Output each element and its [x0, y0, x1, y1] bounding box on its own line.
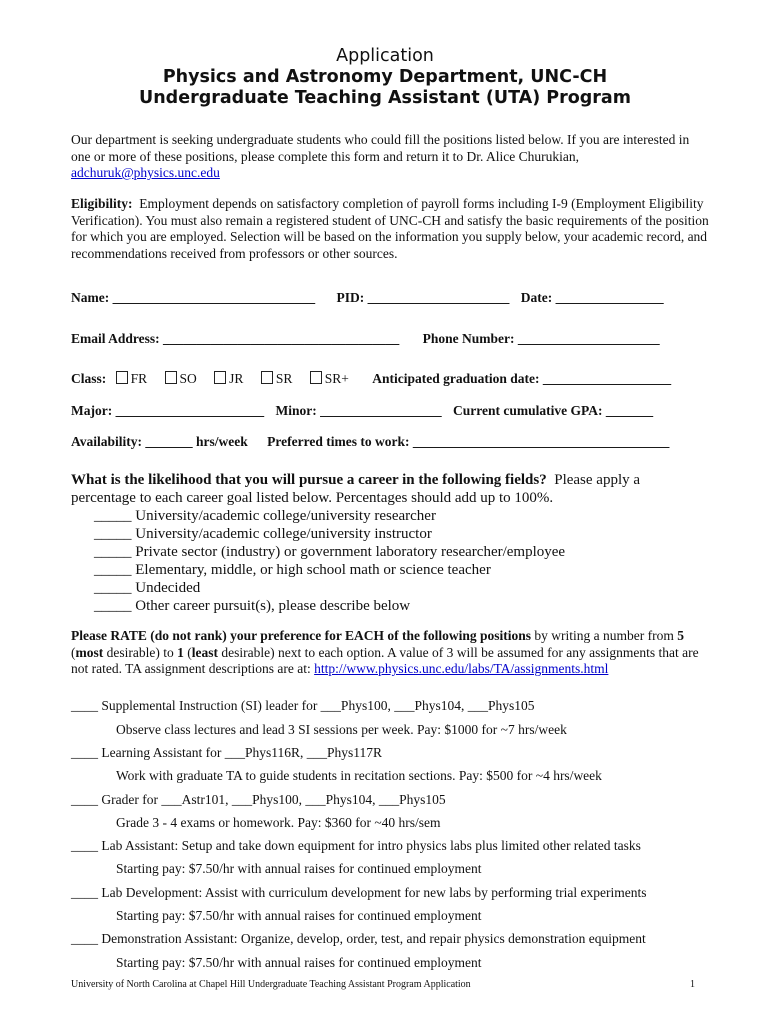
checkbox-icon[interactable] [310, 371, 322, 384]
position-demonstration-assistant-desc: Starting pay: $7.50/hr with annual raises for continued employment [116, 955, 482, 970]
career-item[interactable]: _____ Elementary, middle, or high school math or science teacher [94, 562, 491, 578]
gpa-field[interactable]: Current cumulative GPA: _______ [452, 403, 654, 418]
rate-text: by writing a number from [531, 628, 678, 643]
class-option-sr[interactable]: SR [261, 371, 293, 387]
email-field[interactable]: Email Address: ___________________________________ [71, 331, 400, 346]
class-option-so[interactable]: SO [165, 371, 197, 387]
position-si-leader-desc: Observe class lectures and lead 3 SI sessions per week. Pay: $1000 for ~7 hrs/week [116, 722, 567, 737]
position-lab-assistant[interactable]: ____ Lab Assistant: Setup and take down equipment for intro physics labs plus limited other related tasks [71, 838, 641, 853]
page-footer [71, 979, 695, 990]
checkbox-icon[interactable] [165, 371, 177, 384]
checkbox-icon[interactable] [116, 371, 128, 384]
career-question [71, 471, 691, 507]
minor-field[interactable]: Minor: __________________ [275, 403, 442, 418]
class-option-jr[interactable]: JR [214, 371, 243, 387]
career-item[interactable]: _____ Undecided [94, 580, 201, 596]
position-lab-development-desc: Starting pay: $7.50/hr with annual raises for continued employment [116, 908, 482, 923]
rate-text: ( [183, 644, 192, 660]
page-title [0, 46, 770, 109]
position-lab-development[interactable]: ____ Lab Development: Assist with curriculum development for new labs by performing trial experiments [71, 885, 647, 900]
intro-paragraph [71, 132, 711, 182]
availability-field[interactable]: Availability: _______ hrs/week [71, 434, 248, 449]
class-label: Class: [71, 371, 107, 386]
major-row [71, 403, 653, 419]
rate-text: desirable) next to each option. A value of 3 will be assumed for any assignments that are not rated. TA assignment descriptions are at: [71, 644, 699, 676]
career-question-text: Please apply a percentage to each career goal listed below. Percentages should add up to 100%. [71, 472, 641, 506]
graduation-date-field[interactable]: Anticipated graduation date: ___________________ [372, 371, 672, 386]
class-option-fr[interactable]: FR [116, 371, 148, 387]
position-si-leader[interactable]: ____ Supplemental Instruction (SI) leader for ___Phys100, ___Phys104, ___Phys105 [71, 698, 535, 713]
position-lab-assistant-desc: Starting pay: $7.50/hr with annual raises for continued employment [116, 861, 482, 876]
assignments-link[interactable]: http://www.physics.unc.edu/labs/TA/assignments.html [314, 661, 609, 676]
position-learning-assistant-desc: Work with graduate TA to guide students in recitation sections. Pay: $500 for ~4 hrs/week [116, 768, 602, 783]
intro-text: Our department is seeking undergraduate students who could fill the positions listed below. If you are interested in one or more of these positions, please complete this form and return it to Dr. Alice Churukian, [71, 132, 690, 164]
rate-text: desirable) to [103, 644, 178, 660]
footer-text: University of North Carolina at Chapel Hill Undergraduate Teaching Assistant Program Application [71, 979, 471, 990]
rate-bold-most: most [75, 644, 104, 660]
title-line-2: Physics and Astronomy Department, UNC-CH [162, 67, 608, 87]
eligibility-paragraph [71, 196, 711, 262]
position-grader[interactable]: ____ Grader for ___Astr101, ___Phys100, ___Phys104, ___Phys105 [71, 792, 446, 807]
position-demonstration-assistant[interactable]: ____ Demonstration Assistant: Organize, develop, order, test, and repair physics demonstration equipment [71, 931, 646, 946]
career-list [94, 507, 565, 615]
class-row [71, 371, 671, 387]
name-field[interactable]: Name: ______________________________ [71, 290, 316, 305]
major-field[interactable]: Major: ______________________ [71, 403, 265, 418]
title-line-3: Undergraduate Teaching Assistant (UTA) Program [139, 88, 631, 108]
position-learning-assistant[interactable]: ____ Learning Assistant for ___Phys116R, ___Phys117R [71, 745, 383, 760]
rate-bold-heading: Please RATE (do not rank) your preference for EACH of the following positions [71, 628, 531, 643]
rate-bold-least: least [191, 644, 218, 660]
checkbox-icon[interactable] [261, 371, 273, 384]
checkbox-icon[interactable] [214, 371, 226, 384]
page-number: 1 [690, 979, 695, 990]
career-item[interactable]: _____ University/academic college/university instructor [94, 526, 432, 542]
eligibility-text: Employment depends on satisfactory completion of payroll forms including I-9 (Employment Eligibility Verification). You must also remain a registered student of UNC-CH and satisfy the basic requirements of the position for which you are employed. Selection will be based on the information you supply below, your academic record, and recommendations received from professors or other sources. [71, 196, 709, 261]
name-row [71, 290, 664, 306]
availability-row [71, 434, 669, 450]
rate-instructions [71, 628, 711, 678]
date-field[interactable]: Date: ________________ [520, 290, 664, 305]
career-item[interactable]: _____ Private sector (industry) or government laboratory researcher/employee [94, 544, 566, 560]
class-option-srplus[interactable]: SR+ [310, 371, 349, 387]
career-item[interactable]: _____ University/academic college/university researcher [94, 508, 436, 524]
eligibility-label: Eligibility: [71, 196, 133, 211]
rate-text: ( [71, 644, 76, 660]
rate-bold-1: 1 [177, 644, 184, 660]
preferred-times-field[interactable]: Preferred times to work: ______________________________________ [267, 434, 670, 449]
career-item[interactable]: _____ Other career pursuit(s), please describe below [94, 598, 411, 614]
phone-field[interactable]: Phone Number: _____________________ [422, 331, 660, 346]
position-grader-desc: Grade 3 - 4 exams or homework. Pay: $360 for ~40 hrs/sem [116, 815, 441, 830]
rate-bold-5: 5 [677, 628, 684, 643]
email-row [71, 331, 660, 347]
contact-email-link[interactable]: adchuruk@physics.unc.edu [71, 165, 220, 180]
title-line-1: Application [336, 46, 434, 66]
pid-field[interactable]: PID: _____________________ [336, 290, 510, 305]
career-question-bold: What is the likelihood that you will pursue a career in the following fields? [71, 472, 547, 488]
